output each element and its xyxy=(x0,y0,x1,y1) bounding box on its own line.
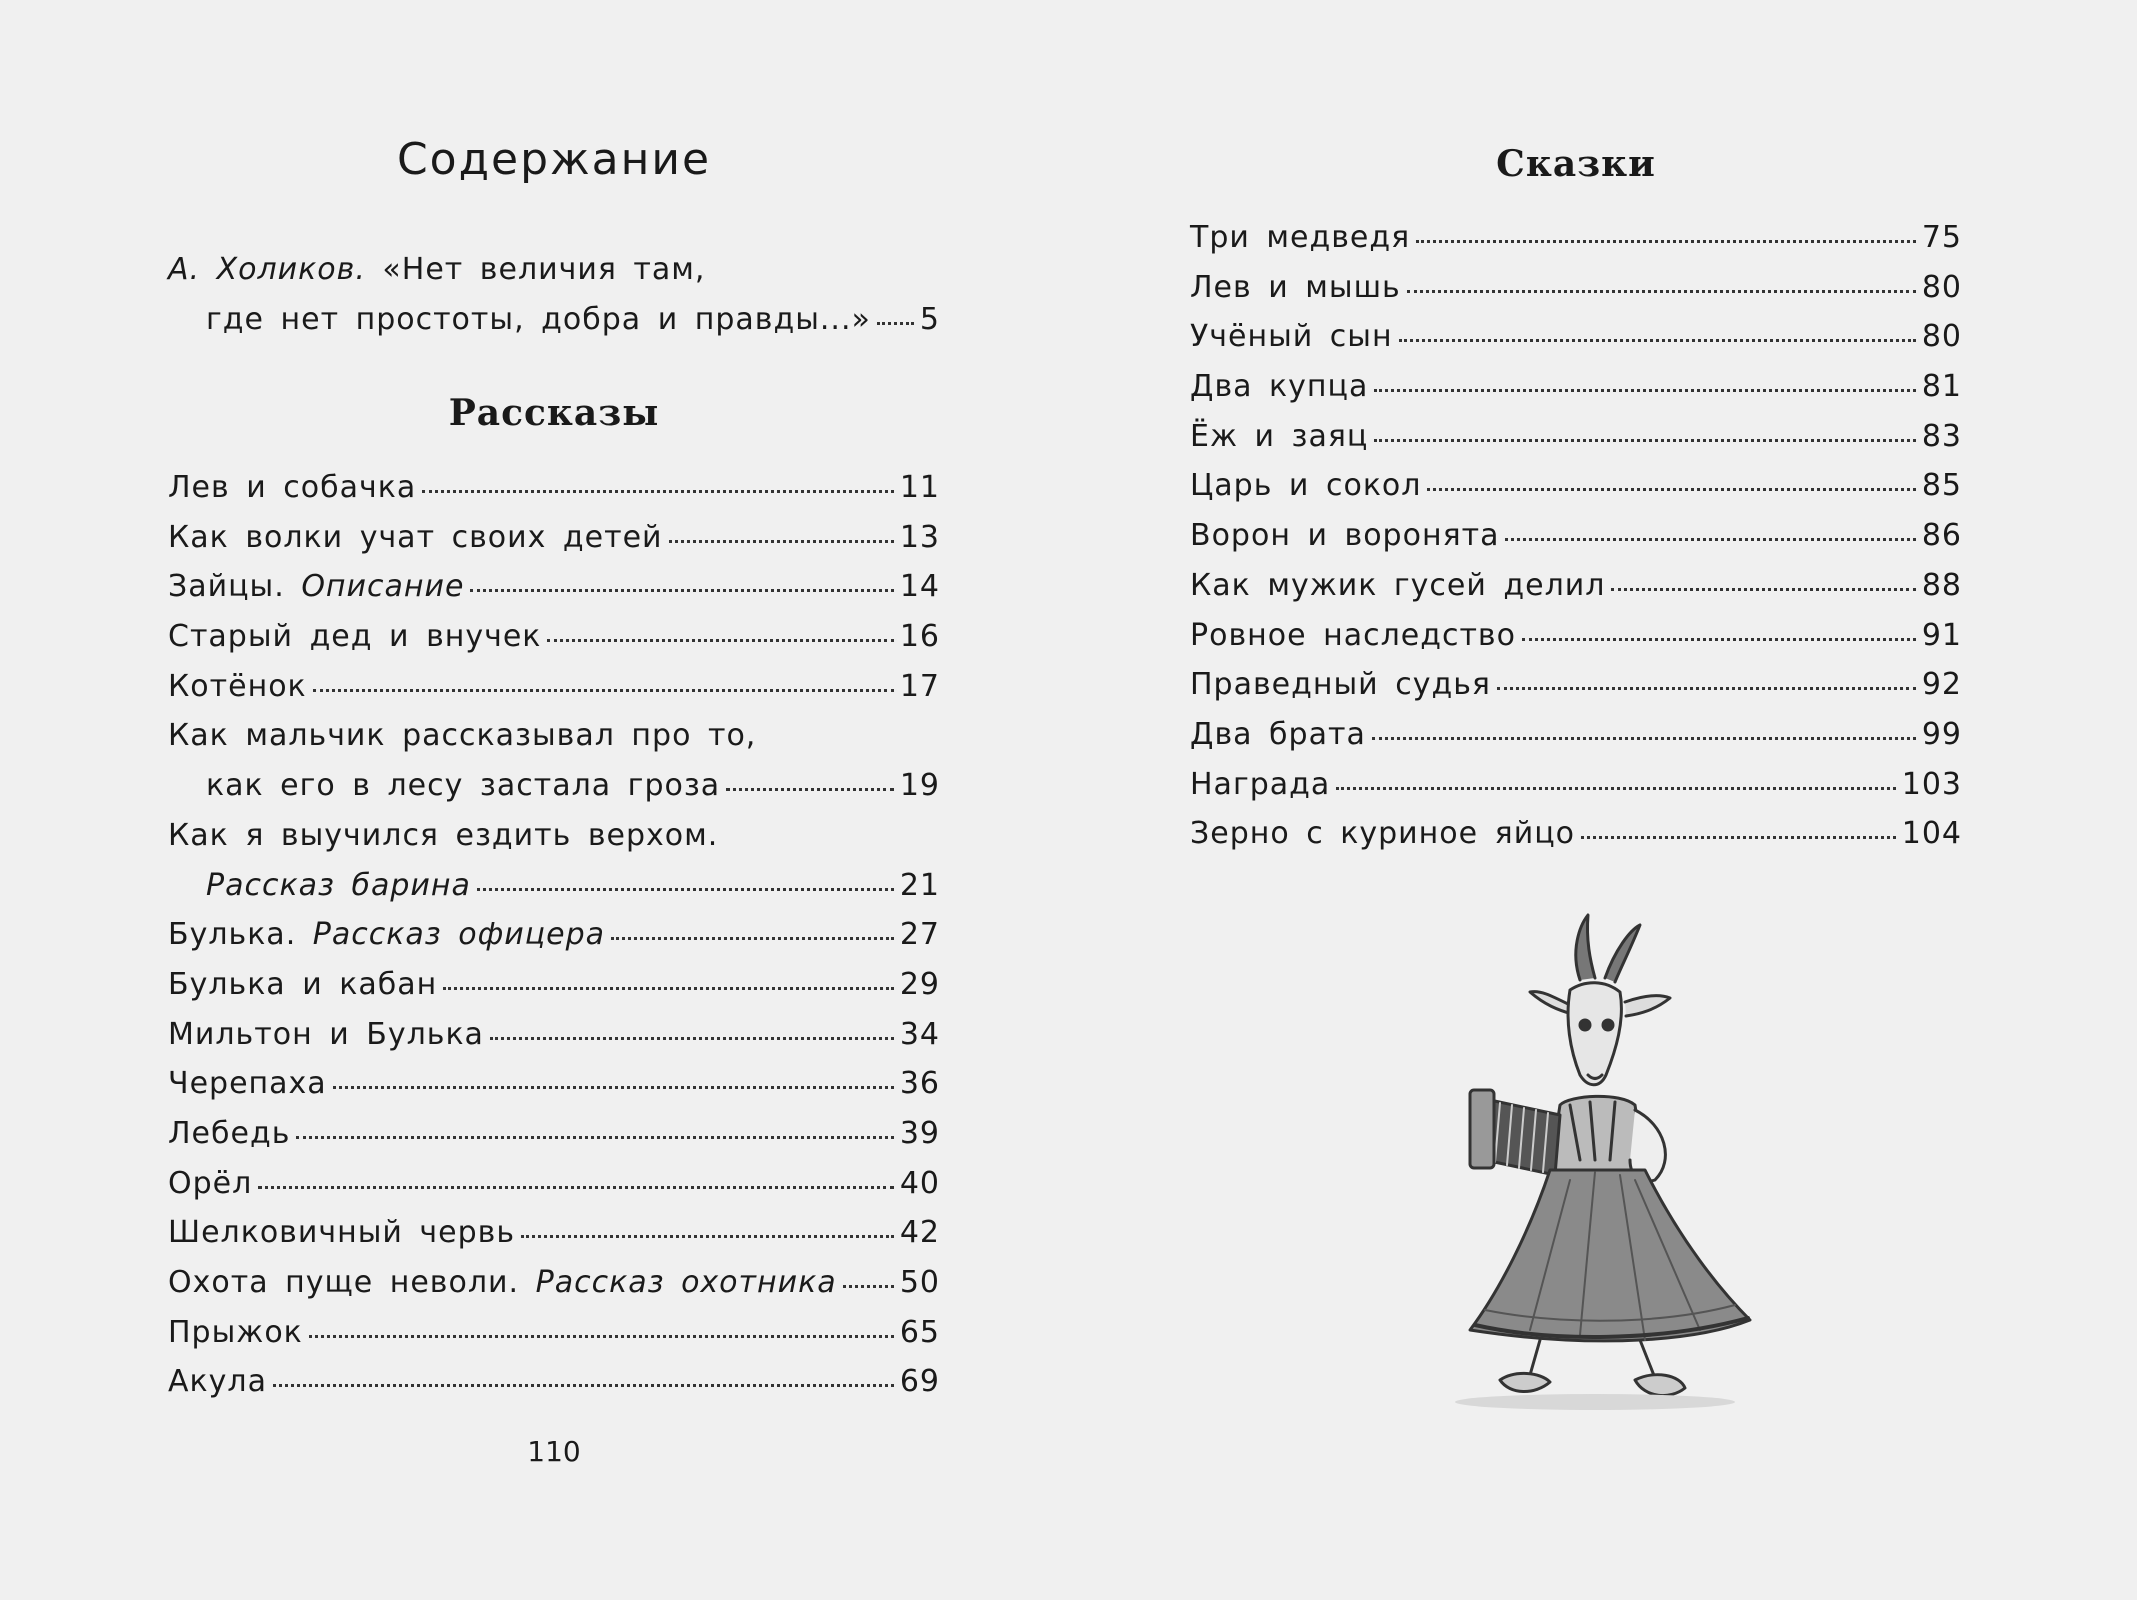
entry-title-text: Черепаха xyxy=(168,1066,327,1102)
entry-title: Как мальчик рассказывал про то, xyxy=(168,718,757,754)
toc-entry[interactable] xyxy=(168,1109,940,1159)
entry-title-text: Два брата xyxy=(1190,716,1366,752)
leader-dots xyxy=(313,689,894,692)
entry-title-text: Зайцы. xyxy=(168,569,285,605)
leader-dots xyxy=(1374,389,1915,392)
entry-title xyxy=(1190,660,1491,710)
entry-page: 91 xyxy=(1921,617,1962,653)
intro-entry[interactable] xyxy=(168,245,940,344)
toc-entry[interactable] xyxy=(1190,710,1962,760)
toc-entry[interactable] xyxy=(168,861,940,911)
intro-line-1 xyxy=(168,245,940,295)
entry-title xyxy=(1190,710,1366,760)
entry-page: 40 xyxy=(899,1165,940,1201)
leader-dots xyxy=(547,639,893,642)
leader-dots xyxy=(333,1086,894,1089)
entry-title xyxy=(168,1308,303,1358)
entry-title xyxy=(1190,611,1516,661)
entry-title-text: Зерно с куриное яйцо xyxy=(1190,816,1575,852)
entry-title-text: Два купца xyxy=(1190,369,1369,405)
leader-dots xyxy=(1399,339,1916,342)
entry-title xyxy=(1190,312,1393,362)
entry-title xyxy=(1190,461,1421,511)
entry-title-text: Праведный судья xyxy=(1190,667,1491,703)
leader-dots xyxy=(309,1335,894,1338)
entry-page: 21 xyxy=(899,867,940,903)
toc-entry[interactable] xyxy=(1190,660,1962,710)
entry-title-text: Прыжок xyxy=(168,1314,303,1350)
stories-list xyxy=(168,463,940,1407)
entry-title xyxy=(168,513,663,563)
entry-title xyxy=(168,960,437,1010)
entry-title-text: Лев и мышь xyxy=(1190,269,1401,305)
entry-title-text: Три медведя xyxy=(1190,220,1411,255)
entry-title-text: Как мужик гусей делил xyxy=(1190,567,1606,603)
entry-title-text: Лебедь xyxy=(168,1115,291,1151)
entry-page: 13 xyxy=(899,519,940,555)
leader-dots xyxy=(1336,787,1895,790)
entry-title-text: Акула xyxy=(168,1364,267,1400)
entry-page: 29 xyxy=(899,966,940,1002)
toc-entry[interactable] xyxy=(1190,263,1962,313)
entry-title xyxy=(168,1010,484,1060)
intro-quote-end: где нет простоты, добра и правды...» xyxy=(206,301,871,337)
toc-entry[interactable] xyxy=(1190,312,1962,362)
entry-page: 34 xyxy=(899,1016,940,1052)
leader-dots xyxy=(422,490,894,493)
toc-entry[interactable] xyxy=(168,513,940,563)
leader-dots xyxy=(1374,439,1915,442)
entry-title-text: Охота пуще неволи. xyxy=(168,1265,520,1300)
entry-title xyxy=(1190,362,1368,412)
entry-page: 86 xyxy=(1921,518,1962,554)
entry-page: 80 xyxy=(1921,269,1962,305)
entry-page: 11 xyxy=(899,470,940,505)
entry-title-text: Ворон и воронята xyxy=(1190,518,1500,554)
toc-entry[interactable] xyxy=(1190,511,1962,561)
entry-page: 14 xyxy=(899,569,940,605)
entry-title-text: Ровное наследство xyxy=(1190,617,1516,653)
toc-entry[interactable] xyxy=(1190,809,1962,859)
toc-entry-line[interactable] xyxy=(168,711,940,761)
entry-title-text: Царь и сокол xyxy=(1190,468,1422,504)
entry-title xyxy=(168,1357,267,1407)
entry-title-text: Котёнок xyxy=(168,668,307,704)
page-number: 110 xyxy=(527,1435,581,1468)
section-title-stories: Рассказы xyxy=(448,392,660,434)
entry-title xyxy=(168,463,416,513)
entry-page: 17 xyxy=(899,668,940,704)
leader-dots xyxy=(726,788,894,791)
intro-author: А. Холиков. xyxy=(168,252,366,287)
entry-title-text: Как волки учат своих детей xyxy=(168,519,663,555)
leader-dots xyxy=(611,937,894,940)
entry-page: 92 xyxy=(1921,667,1962,703)
entry-title-text: Булька. xyxy=(168,917,297,953)
toc-entry[interactable] xyxy=(168,612,940,662)
toc-entry[interactable] xyxy=(168,1258,940,1308)
entry-title-text: Мильтон и Булька xyxy=(168,1016,484,1052)
toc-entry[interactable] xyxy=(1190,412,1962,462)
entry-title xyxy=(206,761,720,811)
entry-page: 103 xyxy=(1901,766,1962,802)
entry-page: 39 xyxy=(899,1115,940,1151)
toc-entry[interactable] xyxy=(168,1357,940,1407)
entry-page: 50 xyxy=(899,1265,940,1300)
entry-title xyxy=(168,1159,252,1209)
entry-page: 99 xyxy=(1921,716,1962,752)
toc-entry[interactable] xyxy=(168,662,940,712)
entry-title xyxy=(1190,809,1575,859)
toc-entry[interactable] xyxy=(168,910,940,960)
leader-dots xyxy=(1581,836,1896,839)
leader-dots xyxy=(258,1186,894,1189)
entry-subtitle: Рассказ барина xyxy=(206,867,471,903)
entry-page: 104 xyxy=(1901,816,1962,852)
leader-dots xyxy=(1416,240,1916,243)
entry-page: 16 xyxy=(899,619,940,655)
entry-page: 88 xyxy=(1921,567,1962,603)
leader-dots xyxy=(1611,588,1915,591)
section-title-tales: Сказки xyxy=(1496,143,1656,185)
entry-title xyxy=(1190,213,1410,263)
entry-subtitle: Рассказ охотника xyxy=(535,1265,837,1300)
entry-title xyxy=(1190,263,1401,313)
entry-title xyxy=(1190,561,1605,611)
leader-dots xyxy=(877,322,914,325)
entry-page: 83 xyxy=(1921,418,1962,454)
entry-title-text: Орёл xyxy=(168,1165,253,1201)
leader-dots xyxy=(470,589,893,592)
intro-line-2 xyxy=(168,295,940,345)
entry-page: 42 xyxy=(899,1215,940,1251)
toc-entry[interactable] xyxy=(168,1010,940,1060)
entry-title-text: Шелковичный червь xyxy=(168,1215,516,1251)
page-title: Содержание xyxy=(396,134,712,185)
toc-entry[interactable] xyxy=(168,1059,940,1109)
entry-title xyxy=(168,1109,290,1159)
entry-title: Как я выучился ездить верхом. xyxy=(168,817,719,853)
entry-title xyxy=(168,910,605,960)
toc-entry[interactable] xyxy=(1190,213,1962,263)
leader-dots xyxy=(443,987,894,990)
entry-title xyxy=(168,662,307,712)
entry-page: 81 xyxy=(1921,369,1962,405)
toc-entry[interactable] xyxy=(1190,760,1962,810)
entry-title xyxy=(206,861,471,911)
entry-page: 85 xyxy=(1921,468,1962,504)
leader-dots xyxy=(1427,488,1915,491)
leader-dots xyxy=(843,1285,894,1288)
leader-dots xyxy=(296,1136,893,1139)
entry-title-text: Старый дед и внучек xyxy=(168,619,542,655)
entry-title-text: Учёный сын xyxy=(1190,319,1393,355)
leader-dots xyxy=(669,540,894,543)
entry-page: 65 xyxy=(899,1314,940,1350)
toc-entry[interactable] xyxy=(1190,461,1962,511)
entry-page: 27 xyxy=(899,917,940,953)
leader-dots xyxy=(273,1384,894,1387)
entry-subtitle: Описание xyxy=(301,569,465,605)
entry-subtitle: Рассказ офицера xyxy=(312,917,606,953)
entry-title xyxy=(168,1059,327,1109)
toc-entry[interactable] xyxy=(168,1159,940,1209)
toc-entry[interactable] xyxy=(168,463,940,513)
toc-entry[interactable] xyxy=(168,1208,940,1258)
entry-title-continued: как его в лесу застала гроза xyxy=(206,768,721,804)
entry-title-text: Ёж и заяц xyxy=(1190,418,1369,454)
leader-dots xyxy=(1522,638,1916,641)
intro-quote-start: «Нет величия там, xyxy=(382,252,706,287)
tales-list xyxy=(1190,213,1962,859)
entry-page: 80 xyxy=(1921,319,1962,355)
toc-entry[interactable] xyxy=(1190,611,1962,661)
entry-title xyxy=(168,612,541,662)
goat-with-accordion-icon xyxy=(1430,910,1780,1430)
leader-dots xyxy=(1505,538,1915,541)
entry-title-text: Награда xyxy=(1190,766,1331,802)
entry-title xyxy=(1190,511,1499,561)
entry-title-text: Лев и собачка xyxy=(168,470,417,505)
entry-page: 69 xyxy=(899,1364,940,1400)
entry-title-text: Булька и кабан xyxy=(168,966,438,1002)
leader-dots xyxy=(490,1037,894,1040)
entry-title xyxy=(1190,760,1330,810)
entry-page: 36 xyxy=(899,1066,940,1102)
entry-title xyxy=(168,1208,515,1258)
toc-entry[interactable] xyxy=(168,1308,940,1358)
leader-dots xyxy=(477,888,894,891)
toc-entry[interactable] xyxy=(168,960,940,1010)
toc-entry[interactable] xyxy=(1190,561,1962,611)
entry-title xyxy=(168,562,464,612)
entry-page: 75 xyxy=(1921,220,1962,255)
toc-entry[interactable] xyxy=(168,761,940,811)
toc-entry[interactable] xyxy=(168,562,940,612)
toc-entry-line[interactable] xyxy=(168,811,940,861)
entry-page: 5 xyxy=(919,301,940,337)
entry-title xyxy=(1190,412,1368,462)
leader-dots xyxy=(1372,737,1916,740)
leader-dots xyxy=(521,1235,894,1238)
leader-dots xyxy=(1407,290,1916,293)
leader-dots xyxy=(1497,687,1916,690)
entry-page: 19 xyxy=(899,768,940,804)
toc-entry[interactable] xyxy=(1190,362,1962,412)
entry-title xyxy=(168,1258,837,1308)
